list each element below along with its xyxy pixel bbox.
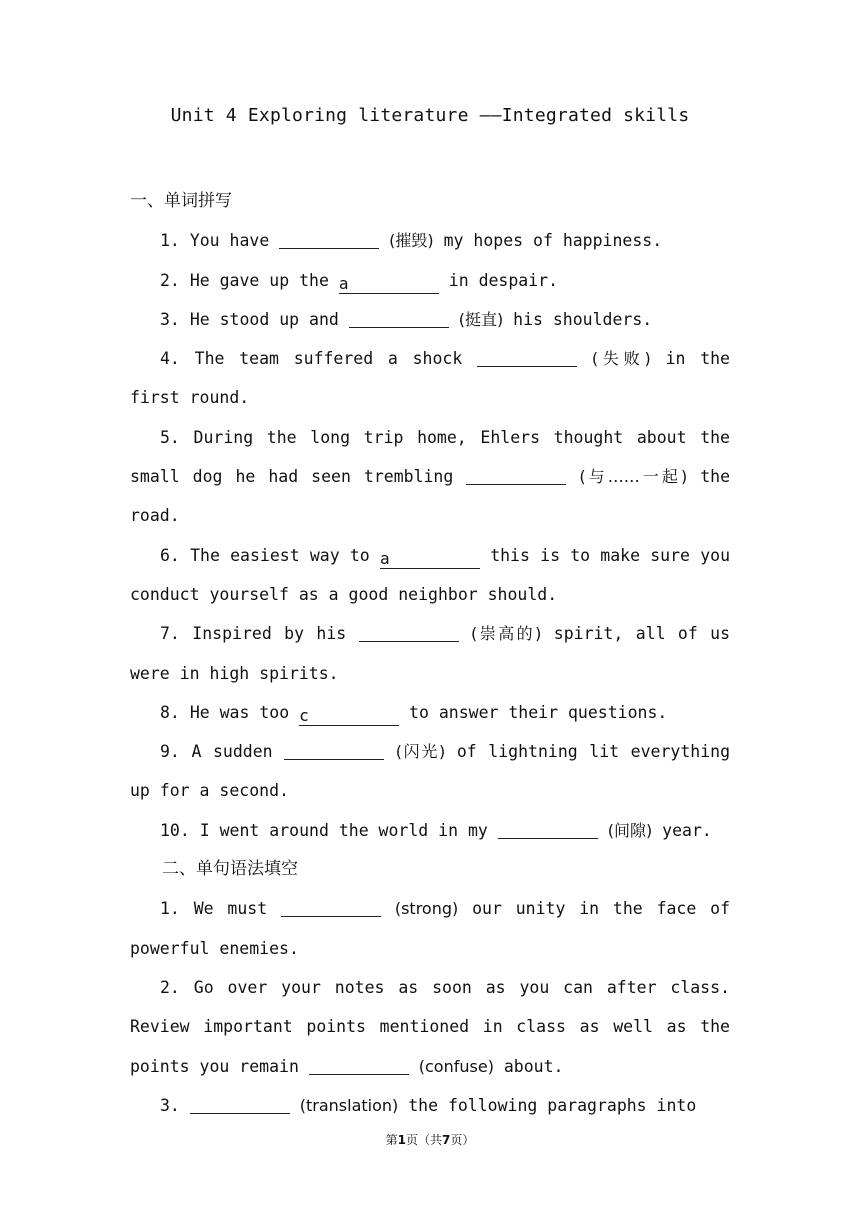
question-text-before: He stood up and (189, 309, 339, 329)
question-number: 8. (160, 702, 180, 722)
question-text-after: of lightning lit everything up for a second. (130, 742, 730, 801)
answer-blank[interactable] (339, 275, 439, 294)
question-number: 4. (160, 349, 180, 369)
question-text-after: his shoulders. (513, 309, 653, 329)
answer-blank[interactable] (466, 466, 566, 485)
question-item (130, 811, 730, 850)
question-number: 6. (160, 545, 180, 565)
question-item (130, 221, 730, 260)
page-title: Unit 4 Exploring literature ——Integrated skills (170, 105, 690, 126)
question-number: 1. (160, 231, 180, 251)
question-item (130, 300, 730, 339)
question-text-after: the following paragraphs into (408, 1095, 697, 1115)
exercise-content (130, 182, 730, 1125)
question-text-before: Inspired by his (192, 624, 347, 644)
question-number: 3. (160, 1095, 180, 1115)
answer-blank[interactable] (309, 1056, 409, 1075)
question-item (130, 261, 730, 300)
question-number: 2. (160, 270, 180, 290)
question-item (130, 968, 730, 1086)
question-text-after: about. (503, 1056, 564, 1076)
question-text-before: A sudden (191, 742, 273, 762)
question-item (130, 1086, 730, 1125)
question-item (130, 536, 730, 615)
question-text-after: to answer their questions. (409, 702, 668, 722)
question-text-before: I went around the world in my (199, 820, 488, 840)
page-footer: 第1页（共7页） (385, 1133, 475, 1147)
hint-text: (崇高的) (471, 624, 542, 644)
question-number: 10. (160, 820, 190, 840)
hint-text: (confuse) (418, 1056, 494, 1076)
question-number: 9. (160, 742, 180, 762)
question-text-before: During the long trip home, Ehlers thought about the small dog he had seen trembling (130, 427, 730, 487)
answer-blank[interactable] (279, 230, 379, 249)
question-number: 7. (160, 624, 180, 644)
question-text-before: He gave up the (189, 270, 329, 290)
hint-text: (strong) (394, 899, 459, 919)
question-text-before: The team suffered a shock (194, 349, 463, 369)
total-pages: 7 (442, 1133, 451, 1147)
question-text-before: We must (193, 899, 268, 919)
question-text-after: my hopes of happiness. (443, 231, 663, 251)
answer-blank[interactable] (359, 623, 459, 642)
section-heading-vocabulary: 一、单词拼写 (130, 191, 232, 211)
question-text-after: this is to make sure you conduct yourself as a good neighbor should. (130, 545, 730, 604)
vocabulary-items (130, 221, 730, 850)
hint-text: (与……一起) (579, 467, 688, 487)
question-text-after: in the first round. (130, 349, 730, 408)
question-item (130, 693, 730, 732)
question-item (130, 339, 730, 418)
question-text-after: year. (662, 820, 712, 840)
initial-letter: c (299, 705, 309, 725)
question-number: 1. (160, 899, 180, 919)
grammar-items (130, 889, 730, 1125)
hint-text: (挺直) (458, 309, 504, 329)
answer-blank[interactable] (299, 707, 399, 726)
answer-blank[interactable] (190, 1095, 290, 1114)
hint-text: (间隙) (607, 820, 653, 840)
question-text-after: in despair. (448, 270, 559, 290)
answer-blank[interactable] (281, 898, 381, 917)
question-text-after: our unity in the face of powerful enemies. (130, 899, 731, 958)
question-number: 5. (160, 427, 180, 447)
answer-blank[interactable] (284, 741, 384, 760)
question-number: 3. (160, 309, 180, 329)
question-item (130, 732, 730, 811)
initial-letter: a (338, 273, 349, 293)
question-text-after: the road. (130, 467, 731, 526)
question-number: 2. (160, 977, 180, 997)
question-text-before: The easiest way to (190, 545, 370, 565)
hint-text: (失败) (591, 349, 651, 369)
answer-blank[interactable] (349, 309, 449, 328)
question-item (130, 889, 730, 968)
question-text-before: You have (189, 231, 270, 251)
question-item (130, 614, 730, 693)
answer-blank[interactable] (477, 348, 577, 367)
question-text-before: Go over your notes as soon as you can after class. Review important points mentioned in class as well as the points you remain (130, 977, 730, 1076)
initial-letter: a (379, 548, 390, 568)
page-number: 1 (397, 1133, 406, 1147)
section-heading-grammar: 二、单句语法填空 (162, 859, 298, 880)
question-item (130, 418, 730, 536)
answer-blank[interactable] (380, 550, 480, 569)
hint-text: (translation) (299, 1095, 399, 1115)
answer-blank[interactable] (498, 820, 598, 839)
hint-text: (摧毁) (389, 231, 434, 251)
hint-text: (闪光) (395, 742, 446, 762)
question-text-before: He was too (189, 702, 290, 722)
question-text-after: spirit, all of us were in high spirits. (130, 624, 731, 683)
